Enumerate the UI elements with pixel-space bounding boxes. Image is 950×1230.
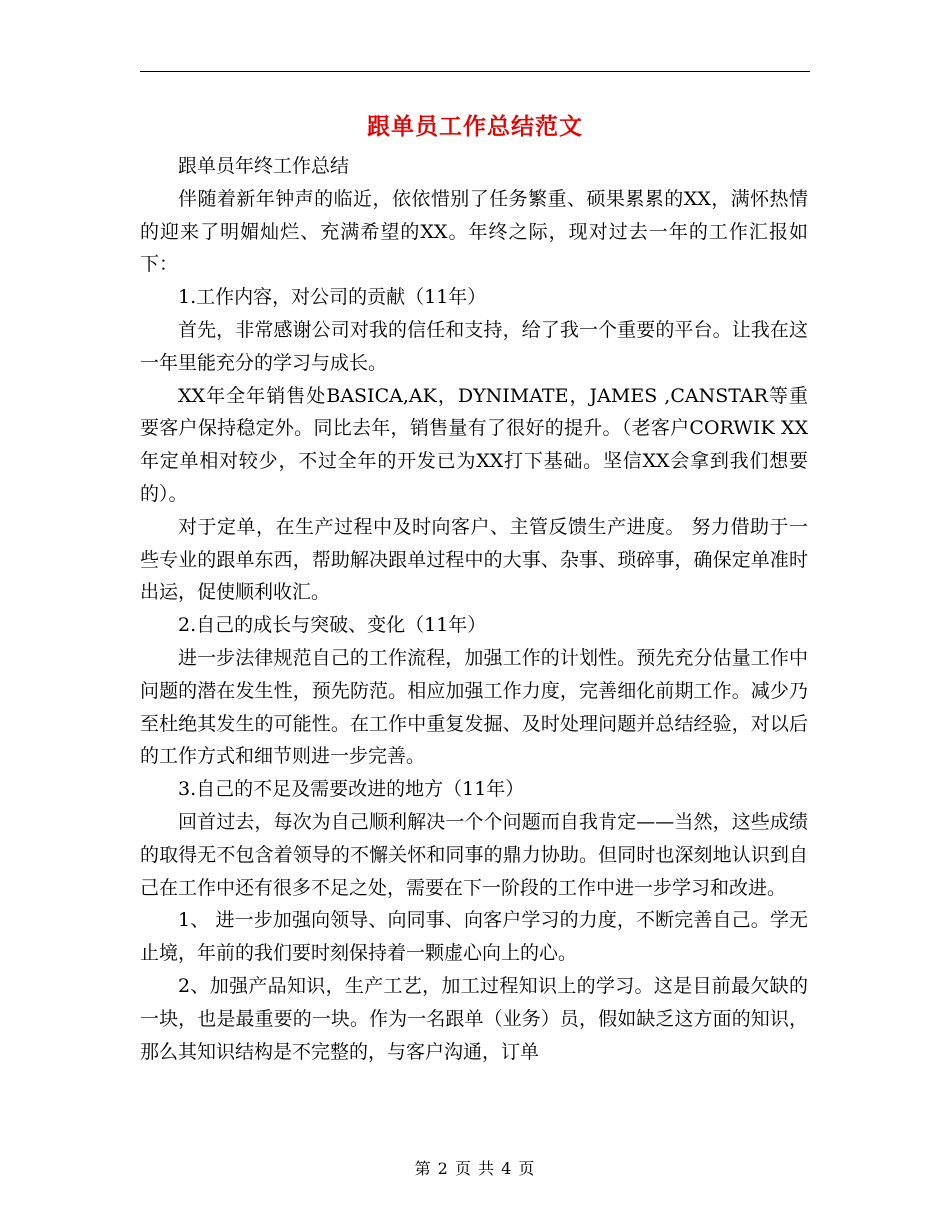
section-heading-3: 3.自己的不足及需要改进的地方（11年） <box>178 778 525 801</box>
body-paragraph: XX年全年销售处BASICA,AK，DYNIMATE，JAMES ,CANSTAR等重要客户保持稳定外。同比去年，销售量有了很好的提升。（老客户CORWIK XX年定单相对较少，不过全年的开发已为XX打下基础。坚信XX会拿到我们想要的）。 <box>140 384 808 505</box>
list-item-1: 1、 进一步加强向领导、向同事、向客户学习的力度，不断完善自己。学无止境，年前的我们要时刻保持着一颗虚心向上的心。 <box>140 909 808 965</box>
body-paragraph: 进一步法律规范自己的工作流程，加强工作的计划性。预先充分估量工作中问题的潜在发生性，预先防范。相应加强工作力度，完善细化前期工作。减少乃至杜绝其发生的可能性。在工作中重复发掘、及时处理问题并总结经验，对以后的工作方式和细节则进一步完善。 <box>140 646 808 768</box>
body-paragraph: 回首过去，每次为自己顺利解决一个个问题而自我肯定——当然，这些成绩的取得无不包含着领导的不懈关怀和同事的鼎力协助。但同时也深刻地认识到自己在工作中还有很多不足之处，需要在下一阶段的工作中进一步学习和改进。 <box>140 810 808 899</box>
body-paragraph: 首先，非常感谢公司对我的信任和支持，给了我一个重要的平台。让我在这一年里能充分的学习与成长。 <box>140 318 808 374</box>
document-body <box>140 150 808 1068</box>
section-heading-2: 2.自己的成长与突破、变化（11年） <box>178 614 487 637</box>
body-paragraph: 对于定单，在生产过程中及时向客户、主管反馈生产进度。 努力借助于一些专业的跟单东西，帮助解决跟单过程中的大事、杂事、琐碎事，确保定单准时出运，促使顺利收汇。 <box>140 515 808 604</box>
subtitle-paragraph: 跟单员年终工作总结 <box>178 155 350 177</box>
list-item-2: 2、加强产品知识，生产工艺，加工过程知识上的学习。这是目前最欠缺的一块，也是最重要的一块。作为一名跟单（业务）员，假如缺乏这方面的知识，那么其知识结构是不完整的，与客户沟通，订单 <box>140 974 808 1063</box>
page-number-footer: 第 2 页 共 4 页 <box>414 1159 536 1178</box>
section-heading-1: 1.工作内容，对公司的贡献（11年） <box>178 286 487 309</box>
body-paragraph: 伴随着新年钟声的临近，依依惜别了任务繁重、硕果累累的XX，满怀热情的迎来了明媚灿烂、充满希望的XX。年终之际，现对过去一年的工作汇报如下： <box>140 187 808 276</box>
header-rule <box>140 71 810 72</box>
document-title: 跟单员工作总结范文 <box>367 114 583 140</box>
